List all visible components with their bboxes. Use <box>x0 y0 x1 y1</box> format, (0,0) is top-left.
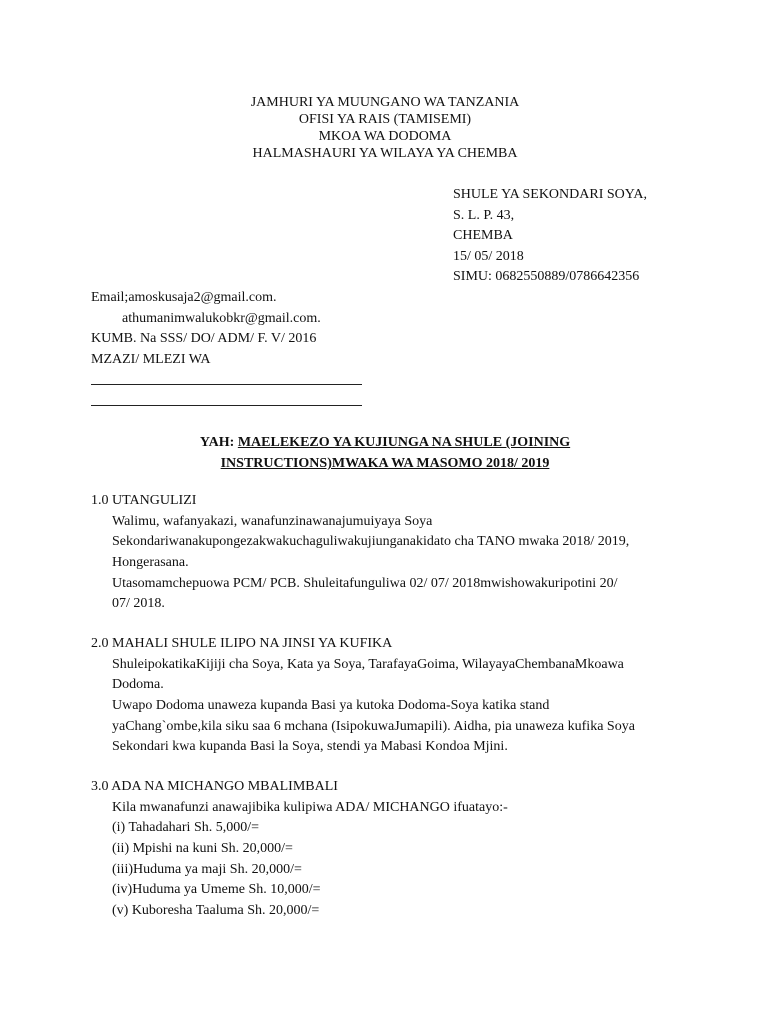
section-text-line: Utasomamchepuowa PCM/ PCB. Shuleitafunguliwa 02/ 07/ 2018mwishowakuripotini 20/ <box>112 575 618 591</box>
recipient-blank-line-2 <box>91 405 362 406</box>
section-heading: 1.0 UTANGULIZI <box>91 493 197 508</box>
address-line-po-box: S. L. P. 43, <box>453 207 515 223</box>
letterhead <box>0 94 770 162</box>
section-text-line: Hongerasana. <box>112 555 189 571</box>
address-line-date: 15/ 05/ 2018 <box>453 248 524 264</box>
section-text-line: 07/ 2018. <box>112 596 165 612</box>
address-line-school: SHULE YA SEKONDARI SOYA, <box>453 187 647 202</box>
section-text-line: Uwapo Dodoma unaweza kupanda Basi ya kutoka Dodoma-Soya katika stand <box>112 698 550 714</box>
section-text-line: Dodoma. <box>112 677 164 693</box>
email-line-1: Email;amoskusaja2@gmail.com. <box>91 290 277 305</box>
section-ada <box>91 777 508 922</box>
section-text-line: ShuleipokatikaKijiji cha Soya, Kata ya Soya, TarafayaGoima, WilayayaChembanaMkoawa <box>112 656 624 672</box>
fee-item: (iv)Huduma ya Umeme Sh. 10,000/= <box>112 882 321 898</box>
section-text-line: Sekondariwanakupongezakwakuchaguliwakujiunganakidato cha TANO mwaka 2018/ 2019, <box>112 534 630 550</box>
address-line-town: CHEMBA <box>453 228 513 243</box>
fee-item: (iii)Huduma ya maji Sh. 20,000/= <box>112 861 302 877</box>
letterhead-line-office: OFISI YA RAIS (TAMISEMI) <box>298 112 472 127</box>
subject-prefix: YAH: <box>199 435 238 450</box>
reference-number: KUMB. Na SSS/ DO/ ADM/ F. V/ 2016 <box>91 331 317 346</box>
address-line-phone: SIMU: 0682550889/0786642356 <box>453 269 640 284</box>
subject-line-2: INSTRUCTIONS)MWAKA WA MASOMO 2018/ 2019 <box>220 456 550 471</box>
letterhead-line-council: HALMASHAURI YA WILAYA YA CHEMBA <box>252 146 518 161</box>
fee-item: (ii) Mpishi na kuni Sh. 20,000/= <box>112 841 293 857</box>
section-mahali <box>91 634 635 758</box>
section-text-line: Sekondari kwa kupanda Basi la Soya, stendi ya Mabasi Kondoa Mjini. <box>112 739 508 755</box>
letterhead-line-country: JAMHURI YA MUUNGANO WA TANZANIA <box>250 95 520 110</box>
section-text-line: Kila mwanafunzi anawajibika kulipiwa ADA/ MICHANGO ifuatayo:- <box>112 799 508 815</box>
section-heading: 3.0 ADA NA MICHANGO MBALIMBALI <box>91 779 338 794</box>
section-text-line: Walimu, wafanyakazi, wanafunzinawanajumuiyaya Soya <box>112 513 433 529</box>
fee-item: (i) Tahadahari Sh. 5,000/= <box>112 820 260 836</box>
recipient-label: MZAZI/ MLEZI WA <box>91 351 211 367</box>
school-address <box>453 185 647 288</box>
section-heading: 2.0 MAHALI SHULE ILIPO NA JINSI YA KUFIKA <box>91 636 393 651</box>
email-line-2: athumanimwalukobkr@gmail.com. <box>122 310 321 326</box>
recipient-blank-line-1 <box>91 384 362 385</box>
section-text-line: yaChang`ombe,kila siku saa 6 mchana (IsipokuwaJumapili). Aidha, pia unaweza kufika Soya <box>112 718 635 734</box>
section-utangulizi <box>91 491 629 615</box>
subject-block <box>0 432 770 474</box>
letterhead-line-region: MKOA WA DODOMA <box>318 129 452 144</box>
fee-item: (v) Kuboresha Taaluma Sh. 20,000/= <box>112 903 320 919</box>
subject-line-1: MAELEKEZO YA KUJIUNGA NA SHULE (JOINING <box>237 435 571 450</box>
